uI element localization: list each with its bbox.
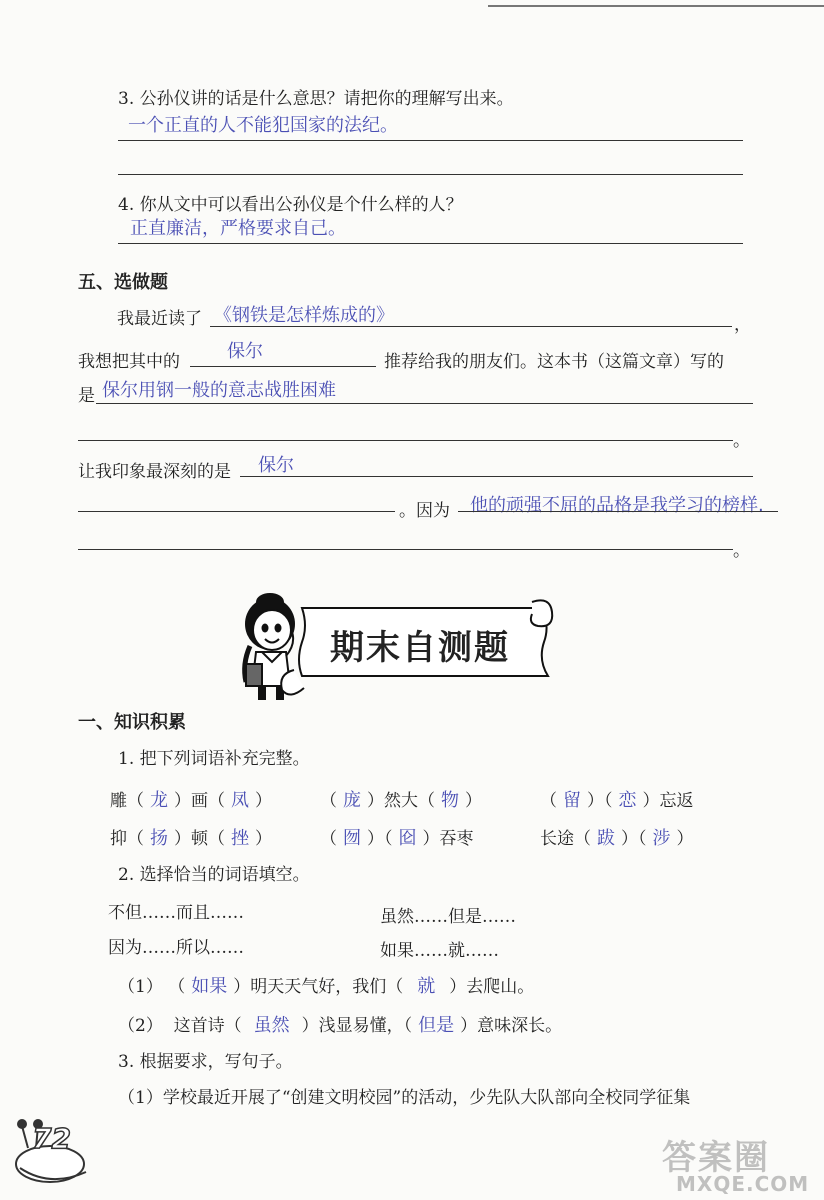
idiom-5: （ 囫 ）（ 囵 ）吞枣	[320, 828, 474, 849]
book-answer: 《钢铁是怎样炼成的》	[214, 305, 394, 326]
sentence-2: （2） 这首诗（ 虽然 ）浅显易懂，（ 但是 ）意味深长。	[118, 1015, 563, 1036]
question-2: 2. 选择恰当的词语填空。	[118, 865, 310, 885]
p4-prefix: 让我印象最深刻的是	[78, 462, 231, 482]
answer-line	[190, 366, 376, 367]
watermark-url: MXQE.COM	[676, 1172, 810, 1196]
answer-3: 一个正直的人不能犯国家的法纪。	[128, 115, 398, 136]
p3-prefix: 是	[78, 386, 95, 406]
period: 。	[733, 431, 750, 451]
because-text: 。因为	[399, 501, 450, 521]
question-3b: 3. 根据要求，写句子。	[118, 1052, 293, 1072]
answer-line	[96, 403, 753, 404]
question-3: 3. 公孙仪讲的话是什么意思？请把你的理解写出来。	[118, 89, 514, 109]
answer-line	[78, 549, 733, 550]
answer-line	[118, 174, 743, 175]
answer-line	[118, 243, 743, 244]
period: 。	[733, 541, 750, 561]
idiom-4: 抑（ 扬 ）顿（ 挫 ）	[110, 828, 272, 849]
answer-line	[78, 440, 733, 441]
answer-line	[210, 326, 732, 327]
p2-suffix: 推荐给我的朋友们。这本书（这篇文章）写的	[384, 352, 724, 372]
question-1: 1. 把下列词语补充完整。	[118, 749, 310, 769]
watermark-logo: 答案圈	[662, 1138, 770, 1178]
page-number: 72	[32, 1122, 71, 1155]
answer-line	[240, 476, 753, 477]
answer-4: 正直廉洁，严格要求自己。	[130, 218, 346, 239]
section-5-title: 五、选做题	[78, 272, 168, 293]
impressive-answer: 保尔	[258, 455, 294, 476]
p2-prefix: 我想把其中的	[78, 352, 180, 372]
question-4: 4. 你从文中可以看出公孙仪是个什么样的人？	[118, 195, 463, 215]
option-3: 因为……所以……	[108, 938, 244, 958]
answer-line	[458, 511, 778, 512]
character-answer: 保尔	[227, 341, 263, 362]
content-answer: 保尔用钢一般的意志战胜困难	[102, 380, 336, 401]
option-4: 如果……就……	[380, 941, 499, 961]
p1-prefix: 我最近读了	[117, 309, 202, 329]
option-2: 虽然……但是……	[380, 907, 516, 927]
sentence-1: （1） （ 如果 ）明天天气好，我们（ 就 ）去爬山。	[118, 976, 535, 997]
option-1: 不但……而且……	[108, 903, 244, 923]
comma: ，	[734, 315, 751, 335]
idiom-1: 雕（ 龙 ）画（ 凤 ）	[110, 790, 272, 811]
answer-line	[118, 140, 743, 141]
section-1-title: 一、知识积累	[78, 712, 186, 733]
idiom-3: （ 留 ）（ 恋 ）忘返	[540, 790, 694, 811]
answer-line	[78, 511, 395, 512]
question-3-1: （1）学校最近开展了“创建文明校园”的活动，少先队大队部向全校同学征集	[118, 1088, 691, 1108]
banner-title: 期末自测题	[330, 628, 510, 668]
top-border	[488, 5, 824, 7]
idiom-6: 长途（ 跋 ）（ 涉 ）	[540, 828, 694, 849]
idiom-2: （ 庞 ）然大（ 物 ）	[320, 790, 482, 811]
reason-answer: 他的顽强不屈的品格是我学习的榜样.	[470, 495, 764, 516]
